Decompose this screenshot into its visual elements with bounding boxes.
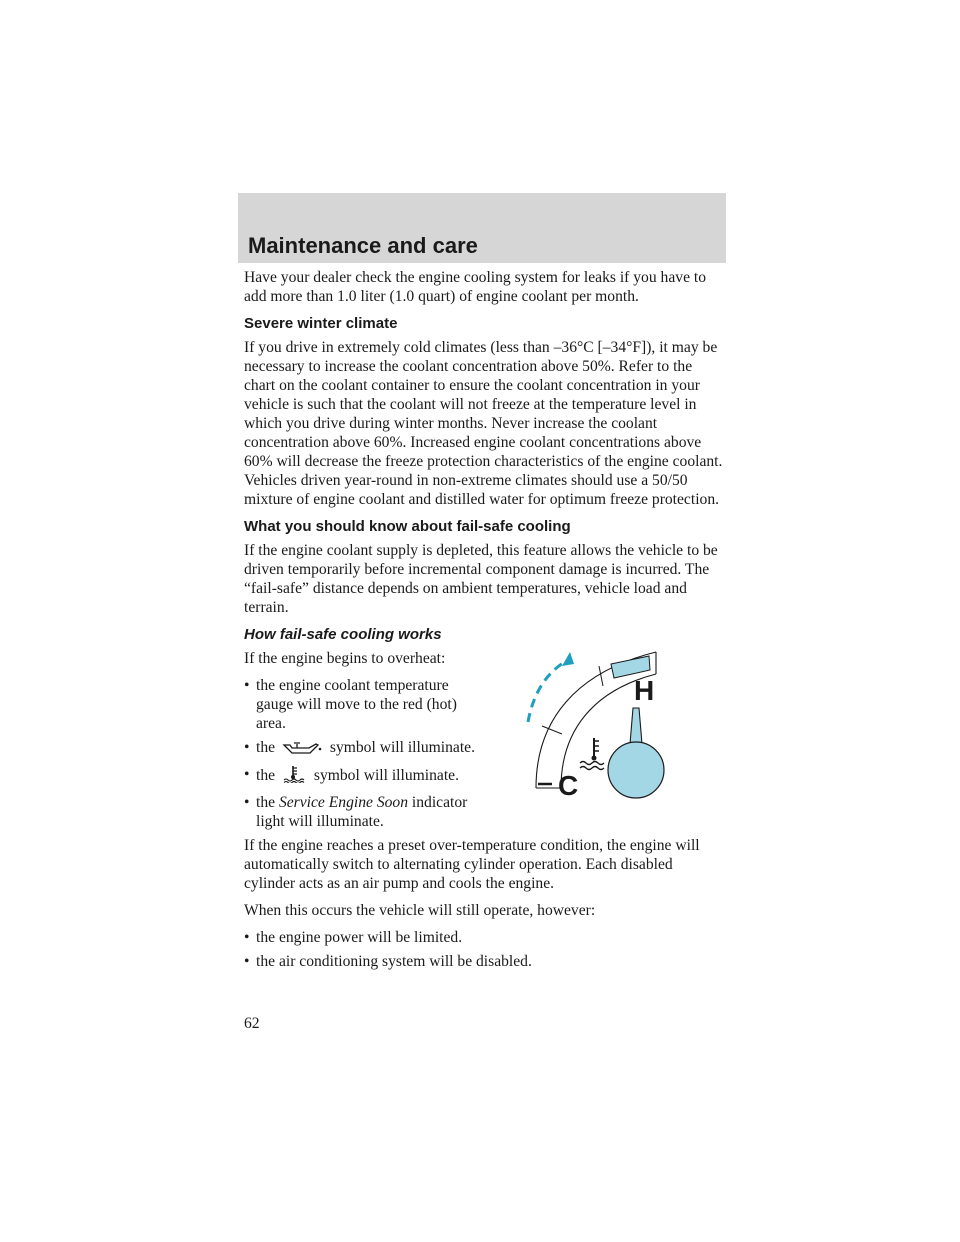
bullet-dot: •: [244, 953, 250, 970]
coolant-temperature-icon: [282, 765, 306, 788]
failsafe-heading: What you should know about fail-safe cooling: [244, 518, 571, 535]
bullet-suffix: symbol will illuminate.: [329, 739, 475, 756]
bullet-text: the air conditioning system will be disabled.: [256, 953, 532, 970]
bullet-prefix: the: [256, 739, 276, 756]
failsafe-paragraph: If the engine coolant supply is depleted, this feature allows the vehicle to be driven temporarily before incremental component damage is incurred. The “fail-safe” distance depends on ambient temperatures, vehicle load and terrain.: [244, 542, 718, 616]
bullet-dot: •: [244, 929, 250, 946]
bullet-dot: •: [244, 739, 250, 756]
bullet-text: the engine power will be limited.: [256, 929, 463, 946]
bullet-power-limited: [244, 928, 724, 947]
section-header-band: [238, 193, 726, 263]
bullet-dot: •: [244, 677, 250, 694]
service-engine-soon-label: Service Engine Soon: [278, 794, 409, 811]
bullet-service-light: [244, 793, 484, 831]
temperature-gauge-illustration: [516, 650, 686, 800]
bullet-oil-symbol: [244, 738, 484, 760]
gauge-arrow-head: [562, 652, 574, 666]
gauge-hot-label: H: [634, 675, 655, 706]
oil-can-icon: [282, 739, 322, 760]
bullet-coolant-symbol: [244, 765, 484, 788]
after-paragraph: If the engine reaches a preset over-temperature condition, the engine will automatically switch to alternating cylinder operation. Each disabled cylinder acts as an air pump and cools the engine.: [244, 837, 700, 892]
page-content: [244, 268, 724, 976]
bullet-prefix: the: [256, 794, 276, 811]
winter-heading: Severe winter climate: [244, 315, 398, 332]
gauge-cold-label: C: [558, 770, 579, 800]
gauge-coolant-icon: [580, 738, 604, 770]
gauge-needle-hub: [608, 742, 664, 798]
intro-paragraph: Have your dealer check the engine cooling system for leaks if you have to add more than 1.0 liter (1.0 quart) of engine coolant per month.: [244, 269, 707, 305]
gauge-arrow: [528, 660, 568, 722]
bullet-text: the engine coolant temperature gauge will move to the red (hot) area.: [256, 677, 457, 732]
works-lead: If the engine begins to overheat:: [244, 650, 446, 667]
bullet-dot: •: [244, 766, 250, 783]
bullet-suffix: symbol will illuminate.: [313, 767, 459, 784]
section-title: Maintenance and care: [248, 233, 478, 258]
bullet-dot: •: [244, 794, 250, 811]
bullet-ac-disabled: [244, 952, 724, 971]
winter-paragraph: If you drive in extremely cold climates (less than –36°C [–34°F]), it may be necessary to increase the coolant concentration above 50%. Refer to the chart on the coolant container to ensure the coolant concentration in your vehicle is such that the coolant will not freeze at the temperature level in which you drive during winter months. Never increase the coolant concentration above 60%. Increased engine coolant concentrations above 60% will decrease the freeze protection characteristics of the engine coolant. Vehicles driven year-round in non-extreme climates should use a 50/50 mixture of engine coolant and distilled water for optimum freeze protection.: [244, 339, 723, 508]
bullet-gauge: [244, 676, 484, 733]
bullet-suffix: indicator light will illuminate.: [256, 794, 468, 830]
page-number: 62: [244, 1015, 260, 1032]
works-heading: How fail-safe cooling works: [244, 626, 442, 643]
when-paragraph: When this occurs the vehicle will still operate, however:: [244, 902, 596, 919]
bullet-prefix: the: [256, 767, 276, 784]
